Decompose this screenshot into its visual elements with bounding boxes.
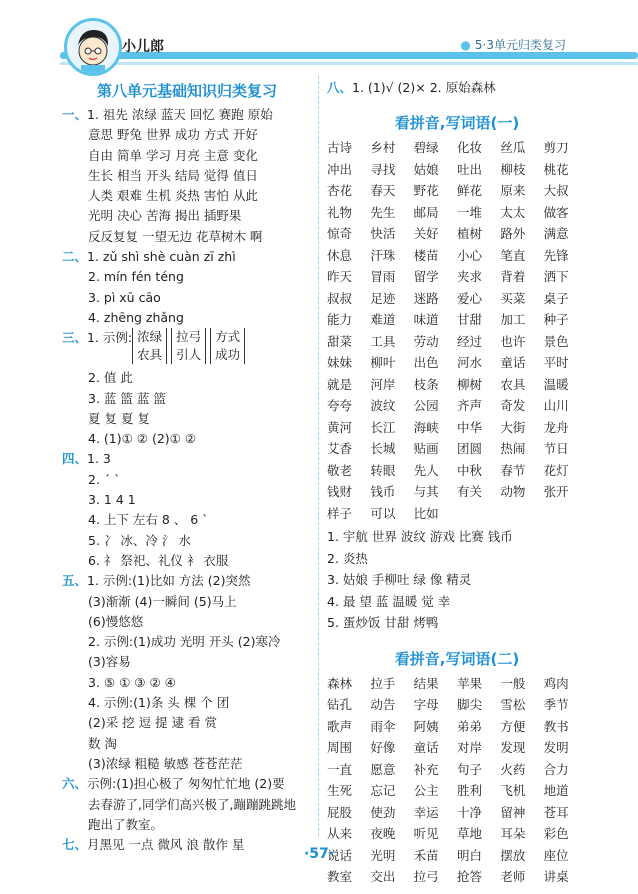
vocab-word: 动告 xyxy=(370,697,396,713)
vocab-word xyxy=(544,503,587,525)
vocab-word: 周围 xyxy=(327,740,353,756)
vocab-note-line: 5. 蛋炒饭 甘甜 烤鸭 xyxy=(327,615,439,631)
vocab-word: 平时 xyxy=(543,355,569,371)
vocab-word: 生死 xyxy=(327,783,353,799)
vocab-word: 明白 xyxy=(456,847,482,863)
vocab-word: 脚尖 xyxy=(456,697,482,713)
vocab-word: 愿意 xyxy=(370,761,396,777)
vocab-word: 化妆 xyxy=(456,140,482,156)
vocab-word: 忘记 xyxy=(370,783,396,799)
vocab-word: 光明 xyxy=(370,847,396,863)
answer-text: 4. zhēng zhǎng xyxy=(88,309,184,325)
answer-text: 数 淘 xyxy=(88,735,117,751)
answer-line xyxy=(62,368,312,388)
answer-text: 1. (1)√ (2)× 2. 原始森林 xyxy=(352,80,496,95)
page-header xyxy=(0,0,638,80)
vocab-word: 春节 xyxy=(500,462,526,478)
vocab-word: 河水 xyxy=(456,355,482,371)
vocab-word xyxy=(500,503,543,525)
vocab-word: 农具 xyxy=(500,376,526,392)
vocab-word: 长江 xyxy=(370,419,396,435)
answer-line xyxy=(62,632,312,652)
left-column xyxy=(62,74,312,855)
vocab-word: 能力 xyxy=(327,312,353,328)
brand-name: 小儿郎 xyxy=(122,39,164,55)
answer-text: 人类 艰难 生机 炎热 害怕 从此 xyxy=(88,188,258,204)
vocab-word: 经过 xyxy=(456,333,482,349)
answer-text: 夏 复 夏 复 xyxy=(88,410,150,426)
vocab-word: 叔叔 xyxy=(327,290,353,306)
vocab-word: 字母 xyxy=(413,697,439,713)
column-divider xyxy=(318,76,320,836)
answer-line xyxy=(62,186,312,206)
vocab-word: 碧绿 xyxy=(413,140,439,156)
vocab-word: 古诗 xyxy=(327,140,353,156)
vocab-word: 花灯 xyxy=(543,462,569,478)
vocab-word: 夹求 xyxy=(456,269,482,285)
vocab-word: 方便 xyxy=(500,718,526,734)
vocab-note-line: 4. 最 望 蓝 温暖 觉 幸 xyxy=(327,593,451,609)
vocab-word: 剪刀 xyxy=(543,140,569,156)
vocab-word: 甜菜 xyxy=(327,333,353,349)
vocab-word: 小心 xyxy=(456,247,482,263)
answer-line xyxy=(62,795,312,815)
vocab-word: 原来 xyxy=(500,183,526,199)
answer-text: 3. pì xū cāo xyxy=(88,289,161,305)
answer-text: 生长 相当 开头 结局 觉得 值日 xyxy=(88,167,258,183)
vocab-word: 就是 xyxy=(327,376,353,392)
answer-text: 1. 示例:(1)比如 方法 (2)突然 xyxy=(87,573,251,589)
answer-text: 去春游了,同学们高兴极了,蹦蹦跳跳地 xyxy=(88,796,296,812)
vocab-word: 节日 xyxy=(543,441,569,457)
vocab-word: 太太 xyxy=(500,204,526,220)
vocab-word: 转眼 xyxy=(370,462,396,478)
vocab-word: 抢答 xyxy=(456,869,482,885)
vocab-word: 礼物 xyxy=(327,204,353,220)
vocab-word: 先生 xyxy=(370,204,396,220)
vocab-word: 鲜花 xyxy=(456,183,482,199)
vocab-word: 乡村 xyxy=(370,140,396,156)
vocab-word: 苍耳 xyxy=(543,804,569,820)
vocab-word: 笔直 xyxy=(500,247,526,263)
answer-line xyxy=(62,734,312,754)
vocab-word: 工具 xyxy=(370,333,396,349)
answer-line xyxy=(62,429,312,449)
answer-line-8 xyxy=(327,78,587,98)
answer-line xyxy=(62,774,312,794)
vocab-word: 交出 xyxy=(370,869,396,885)
vocab-word: 禾苗 xyxy=(413,847,439,863)
vocab-word: 吐出 xyxy=(456,161,482,177)
vocab-word: 留学 xyxy=(413,269,439,285)
vocab-note-line: 2. 炎热 xyxy=(327,550,368,566)
vocab-word: 季节 xyxy=(543,697,569,713)
vocab-word: 童话 xyxy=(500,355,526,371)
vocab-word: 从来 xyxy=(327,826,353,842)
section-marker: 四、 xyxy=(62,451,88,467)
vocab-word: 补充 xyxy=(413,761,439,777)
vocab-word: 艾香 xyxy=(327,441,353,457)
bracket-word: 方式 xyxy=(215,329,241,345)
vocab-word: 温暖 xyxy=(543,376,569,392)
answer-text: 光明 决心 苦海 揭出 插野果 xyxy=(88,208,242,224)
header-bar-light xyxy=(60,62,638,65)
answer-line xyxy=(62,713,312,733)
vocab-word: 使劲 xyxy=(370,804,396,820)
vocab-word: 邮局 xyxy=(413,204,439,220)
vocab-word: 种子 xyxy=(543,312,569,328)
answer-line xyxy=(62,125,312,145)
section-marker: 三、 xyxy=(62,330,88,346)
answer-text: 意思 野兔 世界 成功 方式 开好 xyxy=(88,127,258,143)
vocab-word: 一堆 xyxy=(456,204,482,220)
vocab-word: 寻找 xyxy=(370,161,396,177)
vocab-word: 团圆 xyxy=(456,441,482,457)
vocab-word: 歌声 xyxy=(327,718,353,734)
answer-text: 5. 冫 冰、冷 氵 水 xyxy=(88,532,191,548)
vocab-word: 满意 xyxy=(543,226,569,242)
vocab-word: 波纹 xyxy=(370,398,396,414)
answer-text: 1. 3 xyxy=(87,451,111,467)
bracket-word: 浓绿 xyxy=(137,329,163,345)
vocab-word: 比如 xyxy=(413,505,439,521)
answer-line xyxy=(62,247,312,267)
vocab-word: 桃花 xyxy=(543,161,569,177)
vocab-word: 惊奇 xyxy=(327,226,353,242)
vocab-word: 大叔 xyxy=(543,183,569,199)
vocab-word: 说话 xyxy=(327,847,353,863)
vocab-word: 杏花 xyxy=(327,183,353,199)
vocab-word: 彩色 xyxy=(543,826,569,842)
vocab-word: 丝瓜 xyxy=(500,140,526,156)
vocab-word: 劳动 xyxy=(413,333,439,349)
vocab-word: 钻孔 xyxy=(327,697,353,713)
vocab-grid-1 xyxy=(327,137,587,524)
vocab-word: 河岸 xyxy=(370,376,396,392)
vocab-word: 春天 xyxy=(370,183,396,199)
vocab-word: 苹果 xyxy=(456,675,482,691)
answer-text: 1. zǔ shì shè cuàn zī zhì xyxy=(87,249,236,265)
vocab-word: 听见 xyxy=(413,826,439,842)
answer-line xyxy=(62,308,312,328)
section-marker: 五、 xyxy=(62,573,88,589)
vocab-word: 中秋 xyxy=(456,462,482,478)
vocab-word: 与其 xyxy=(413,484,439,500)
word-bracket-group xyxy=(210,328,245,364)
vocab-word: 十净 xyxy=(456,804,482,820)
vocab-word: 样子 xyxy=(327,505,353,521)
vocab-word: 枝条 xyxy=(413,376,439,392)
page-number: ·57· xyxy=(303,846,335,862)
answer-text: 3. 1 4 1 xyxy=(88,492,136,508)
answer-text: (3)浓绿 粗糙 敏感 苍苍茫茫 xyxy=(88,755,243,771)
vocab-word: 草地 xyxy=(456,826,482,842)
answer-line xyxy=(62,754,312,774)
vocab-word: 森林 xyxy=(327,675,353,691)
vocab-word: 冒雨 xyxy=(370,269,396,285)
bracket-word: 成功 xyxy=(215,347,241,363)
vocab-word: 结果 xyxy=(413,675,439,691)
answer-line xyxy=(62,449,312,469)
vocab-word: 做客 xyxy=(543,204,569,220)
vocab-word: 合力 xyxy=(543,761,569,777)
vocab-word: 柳树 xyxy=(456,376,482,392)
vocab-word: 背着 xyxy=(500,269,526,285)
vocab-word: 桌子 xyxy=(543,290,569,306)
vocab-word: 先锋 xyxy=(543,247,569,263)
section-marker: 七、 xyxy=(62,837,88,853)
vocab-word: 黄河 xyxy=(327,419,353,435)
vocab-word: 柳叶 xyxy=(370,355,396,371)
answer-text: (2)采 挖 逗 提 逮 看 赏 xyxy=(88,715,218,731)
vocab-word: 老师 xyxy=(500,869,526,885)
vocab-word: 发明 xyxy=(543,740,569,756)
right-column xyxy=(327,74,587,888)
vocab-word: 胜利 xyxy=(456,783,482,799)
vocab-word: 夸夸 xyxy=(327,398,353,414)
vocab-note-line: 3. 姑娘 手柳吐 绿 像 精灵 xyxy=(327,572,472,588)
unit-label: ● 5·3单元归类复习 xyxy=(460,38,566,52)
answer-text: 3. ⑤ ① ③ ② ④ xyxy=(88,674,176,690)
section-marker: 二、 xyxy=(62,249,88,265)
section-marker: 六、 xyxy=(62,776,88,792)
answer-line xyxy=(62,166,312,186)
vocab-word: 一直 xyxy=(327,761,353,777)
vocab-word: 出色 xyxy=(413,355,439,371)
answer-line xyxy=(62,328,312,368)
vocab-word: 海峡 xyxy=(413,419,439,435)
vocab-word: 关好 xyxy=(413,226,439,242)
vocab-word: 植树 xyxy=(456,226,482,242)
vocab-word: 柳枝 xyxy=(500,161,526,177)
vocab-word: 对岸 xyxy=(456,740,482,756)
bracket-word: 拉弓 xyxy=(176,329,202,345)
vocab-word: 洒下 xyxy=(543,269,569,285)
left-section-title: 第八单元基础知识归类复习 xyxy=(96,82,277,100)
vocab-word: 难道 xyxy=(370,312,396,328)
answer-line xyxy=(62,389,312,409)
answer-line xyxy=(62,267,312,287)
vocab-word: 地道 xyxy=(543,783,569,799)
vocab-word: 齐声 xyxy=(456,398,482,414)
word-bracket-group xyxy=(171,328,206,364)
vocab-word: 山川 xyxy=(543,398,569,414)
vocab-word: 味道 xyxy=(413,312,439,328)
vocab-title-2: 看拼音,写词语(二) xyxy=(394,649,520,668)
vocab-word: 有关 xyxy=(456,484,482,500)
vocab-word: 楼苗 xyxy=(413,247,439,263)
word-bracket-group xyxy=(132,328,167,364)
answer-text: 跑出了教室。 xyxy=(88,816,164,832)
answer-line xyxy=(62,693,312,713)
vocab-word: 加工 xyxy=(500,312,526,328)
vocab-word: 教室 xyxy=(327,869,353,885)
answer-line xyxy=(62,490,312,510)
vocab-word: 先人 xyxy=(413,462,439,478)
vocab-word: 座位 xyxy=(543,847,569,863)
vocab-word: 快活 xyxy=(370,226,396,242)
vocab-word: 拉手 xyxy=(370,675,396,691)
answer-line xyxy=(62,673,312,693)
vocab-word: 鸡肉 xyxy=(543,675,569,691)
vocab-word: 汗珠 xyxy=(370,247,396,263)
vocab-word: 野花 xyxy=(413,183,439,199)
vocab-word: 幸运 xyxy=(413,804,439,820)
vocab-word: 雪松 xyxy=(500,697,526,713)
answer-line xyxy=(62,592,312,612)
vocab-word: 昨天 xyxy=(327,269,353,285)
vocab-word: 公主 xyxy=(413,783,439,799)
answer-line xyxy=(62,206,312,226)
answer-text: 2. 值 此 xyxy=(88,370,133,386)
answer-line xyxy=(62,652,312,672)
vocab-word: 雨伞 xyxy=(370,718,396,734)
vocab-word: 一般 xyxy=(500,675,526,691)
answer-line xyxy=(62,146,312,166)
vocab-word: 阿姨 xyxy=(413,718,439,734)
answer-text: 2. 示例:(1)成功 光明 开头 (2)寒冷 xyxy=(88,634,281,650)
vocab-word: 讲桌 xyxy=(543,869,569,885)
vocab-word: 贴画 xyxy=(413,441,439,457)
answer-text: 1. 祖先 浓绿 蓝天 回忆 赛跑 原始 xyxy=(87,107,273,122)
answer-lines xyxy=(62,105,312,855)
answer-line xyxy=(62,510,312,530)
vocab-word: 大街 xyxy=(500,419,526,435)
vocab-word: 妹妹 xyxy=(327,355,353,371)
answer-text: (3)渐渐 (4)一瞬间 (5)马上 xyxy=(88,593,237,609)
answer-text: (3)容易 xyxy=(88,654,131,670)
answer-line xyxy=(62,409,312,429)
answer-text: 2. mín fén téng xyxy=(88,269,184,285)
vocab-word: 休息 xyxy=(327,247,353,263)
vocab-word: 买菜 xyxy=(500,290,526,306)
vocab-word: 路外 xyxy=(500,226,526,242)
answer-text: 4. (1)① ② (2)① ② xyxy=(88,431,197,447)
answer-text: 1. 示例: xyxy=(87,330,133,346)
bracket-word: 引人 xyxy=(176,347,202,363)
answer-text: 2. ˊ ˋ xyxy=(88,471,121,487)
answer-text: 示例:(1)担心极了 匆匆忙忙地 (2)要 xyxy=(87,776,285,792)
vocab-word: 公园 xyxy=(413,398,439,414)
section-marker: 一、 xyxy=(62,107,88,122)
vocab-word: 中华 xyxy=(456,419,482,435)
vocab-word: 发现 xyxy=(500,740,526,756)
answer-line xyxy=(62,531,312,551)
vocab-word: 龙舟 xyxy=(543,419,569,435)
answer-line xyxy=(62,612,312,632)
vocab-word: 可以 xyxy=(370,505,396,521)
answer-line xyxy=(62,470,312,490)
bracket-word: 农具 xyxy=(137,347,163,363)
vocab-word: 火药 xyxy=(500,761,526,777)
vocab-word: 奇发 xyxy=(500,398,526,414)
vocab-word: 钱币 xyxy=(370,484,396,500)
answer-text: 6. 礻 祭祀、礼仪 衤 衣服 xyxy=(88,552,229,568)
answer-text: 反反复复 一望无边 花草树木 啊 xyxy=(88,228,263,244)
answer-text: 3. 蓝 篮 蓝 篮 xyxy=(88,390,166,406)
answer-text: 自由 简单 学习 月亮 主意 变化 xyxy=(88,147,258,163)
vocab-word: 童话 xyxy=(413,740,439,756)
vocab-word: 屁股 xyxy=(327,804,353,820)
vocab-word: 爱心 xyxy=(456,290,482,306)
answer-line xyxy=(62,815,312,835)
answer-text: 4. 上下 左右 8 、 6 ˋ xyxy=(88,512,209,528)
vocab-notes xyxy=(327,526,587,634)
vocab-word: 迷路 xyxy=(413,290,439,306)
vocab-word: 动物 xyxy=(500,484,526,500)
answer-line xyxy=(62,571,312,591)
vocab-word xyxy=(457,503,500,525)
vocab-word: 留神 xyxy=(500,804,526,820)
section-marker: 八、 xyxy=(327,80,353,95)
answer-line xyxy=(62,227,312,247)
vocab-word: 景色 xyxy=(543,333,569,349)
vocab-word: 句子 xyxy=(456,761,482,777)
vocab-word: 耳朵 xyxy=(500,826,526,842)
vocab-word: 敬老 xyxy=(327,462,353,478)
vocab-word: 张开 xyxy=(543,484,569,500)
answer-text: (6)慢悠悠 xyxy=(88,613,144,629)
answer-text: 月黑见 一点 微风 浪 散作 星 xyxy=(87,837,245,853)
answer-line xyxy=(62,105,312,125)
mascot-icon xyxy=(64,18,122,76)
vocab-word: 夜晚 xyxy=(370,826,396,842)
vocab-word: 弟弟 xyxy=(456,718,482,734)
answer-line xyxy=(62,551,312,571)
vocab-word: 足迹 xyxy=(370,290,396,306)
vocab-word: 钱财 xyxy=(327,484,353,500)
vocab-word: 也许 xyxy=(500,333,526,349)
vocab-title-1: 看拼音,写词语(一) xyxy=(394,114,520,133)
vocab-word: 长城 xyxy=(370,441,396,457)
vocab-word: 姑娘 xyxy=(413,161,439,177)
answer-text: 4. 示例:(1)条 头 棵 个 团 xyxy=(88,695,230,711)
vocab-word: 甘甜 xyxy=(456,312,482,328)
vocab-word: 教书 xyxy=(543,718,569,734)
vocab-word: 飞机 xyxy=(500,783,526,799)
vocab-word: 摆放 xyxy=(500,847,526,863)
vocab-word: 冲出 xyxy=(327,161,353,177)
answer-line xyxy=(62,288,312,308)
vocab-word: 拉弓 xyxy=(413,869,439,885)
vocab-word: 好像 xyxy=(370,740,396,756)
vocab-note-line: 1. 宇航 世界 波纹 游戏 比赛 钱币 xyxy=(327,529,513,545)
vocab-word: 热闹 xyxy=(500,441,526,457)
